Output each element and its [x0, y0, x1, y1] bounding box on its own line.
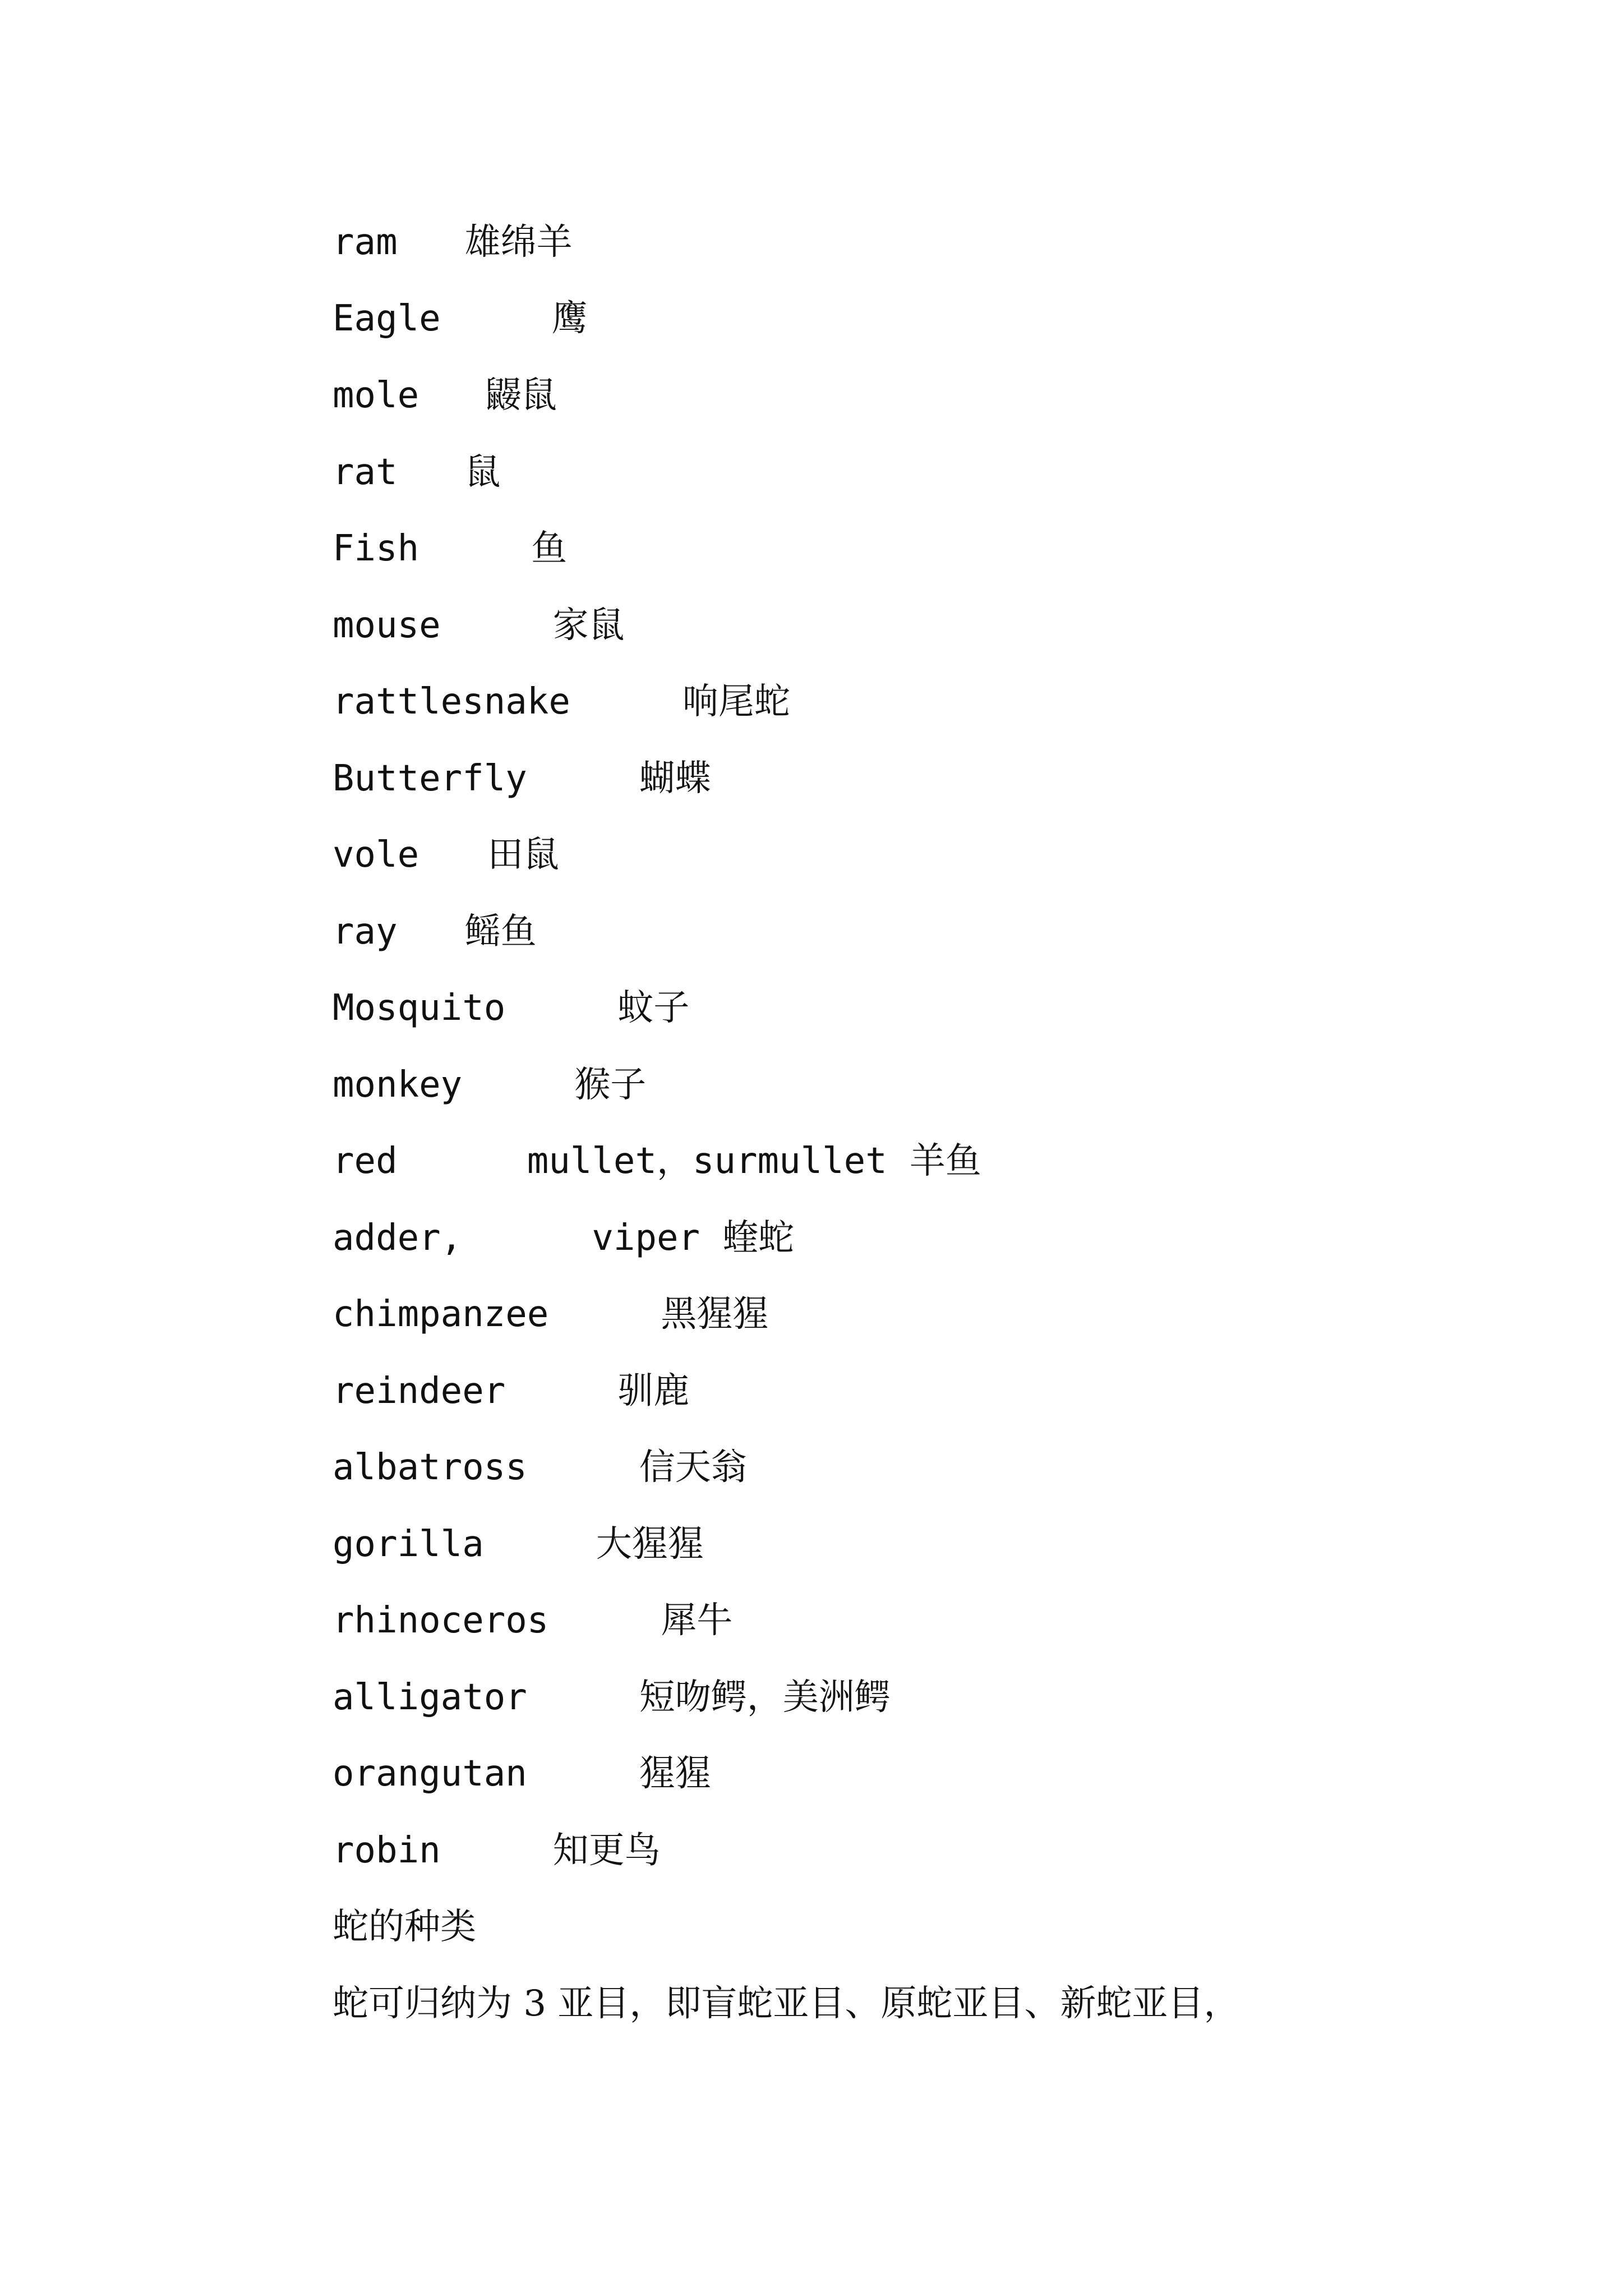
english-word: monkey — [333, 1064, 463, 1106]
english-word: ray — [333, 911, 398, 953]
vocab-entry — [333, 1429, 747, 1506]
english-word: alligator — [333, 1677, 527, 1718]
vocab-entry — [333, 1659, 891, 1736]
vocab-entry — [333, 1200, 794, 1276]
english-word: orangutan — [333, 1753, 527, 1795]
english-word: ram — [333, 222, 398, 263]
english-word: adder, viper — [333, 1217, 700, 1259]
chinese-translation: 猴子 — [574, 1064, 647, 1106]
vocab-entry — [333, 434, 501, 510]
vocab-entry — [333, 1276, 768, 1352]
chinese-translation: 大猩猩 — [596, 1524, 704, 1565]
vocab-entry — [333, 280, 588, 357]
vocab-entry — [333, 894, 537, 970]
chinese-translation: 雄绵羊 — [464, 222, 573, 263]
english-word: mole — [333, 375, 419, 416]
english-word: chimpanzee — [333, 1294, 549, 1335]
chinese-translation: 犀牛 — [661, 1600, 733, 1641]
vocab-entry — [333, 1123, 981, 1199]
english-word: Butterfly — [333, 758, 527, 799]
chinese-translation: 鼠 — [464, 452, 501, 493]
chinese-translation: 蚊子 — [617, 987, 690, 1029]
chinese-translation: 田鼠 — [487, 834, 560, 876]
chinese-translation: 家鼠 — [552, 605, 625, 646]
english-word: albatross — [333, 1447, 527, 1488]
english-word: red mullet，surmullet — [333, 1140, 887, 1182]
english-word: Eagle — [333, 298, 441, 339]
vocab-entry — [333, 357, 557, 434]
english-word: Fish — [333, 528, 419, 569]
vocab-entry — [333, 587, 625, 664]
english-word: gorilla — [333, 1524, 484, 1565]
vocab-entry — [333, 1506, 704, 1582]
chinese-translation: 黑猩猩 — [661, 1294, 769, 1335]
english-word: vole — [333, 834, 419, 876]
vocab-entry — [333, 1812, 661, 1889]
english-word: rat — [333, 452, 398, 493]
vocab-entry — [333, 510, 567, 587]
chinese-translation: 鹰 — [551, 298, 588, 339]
vocab-entry — [333, 1047, 646, 1123]
vocab-entry — [333, 740, 711, 817]
english-word: rhinoceros — [333, 1600, 549, 1641]
chinese-translation: 知更鸟 — [552, 1830, 661, 1871]
chinese-translation: 鱼 — [531, 528, 568, 569]
chinese-translation: 鳐鱼 — [464, 911, 537, 953]
english-word: reindeer — [333, 1370, 506, 1412]
chinese-translation: 猩猩 — [639, 1753, 711, 1795]
vocab-entry — [333, 1582, 732, 1659]
chinese-translation: 蝴蝶 — [639, 758, 711, 799]
chinese-translation: 蝰蛇 — [722, 1217, 795, 1259]
vocab-entry — [333, 664, 790, 740]
body-paragraph: 蛇可归纳为 3 亚目，即盲蛇亚目、原蛇亚目、新蛇亚目， — [333, 1983, 1240, 2024]
chinese-translation: 羊鱼 — [909, 1140, 981, 1182]
vocab-entry — [333, 970, 689, 1046]
vocab-entry — [333, 1353, 689, 1429]
vocab-entry — [333, 817, 559, 893]
english-word: rattlesnake — [333, 681, 570, 723]
chinese-translation: 信天翁 — [639, 1447, 747, 1488]
section-heading: 蛇的种类 — [333, 1906, 476, 1948]
vocab-entry — [333, 204, 573, 280]
chinese-translation: 鼹鼠 — [485, 375, 557, 416]
english-word: Mosquito — [333, 987, 506, 1029]
english-word: mouse — [333, 605, 441, 646]
english-word: robin — [333, 1830, 441, 1871]
chinese-translation: 短吻鳄，美洲鳄 — [639, 1677, 891, 1718]
chinese-translation: 响尾蛇 — [682, 681, 790, 723]
vocab-entry — [333, 1736, 711, 1812]
chinese-translation: 驯鹿 — [617, 1370, 690, 1412]
